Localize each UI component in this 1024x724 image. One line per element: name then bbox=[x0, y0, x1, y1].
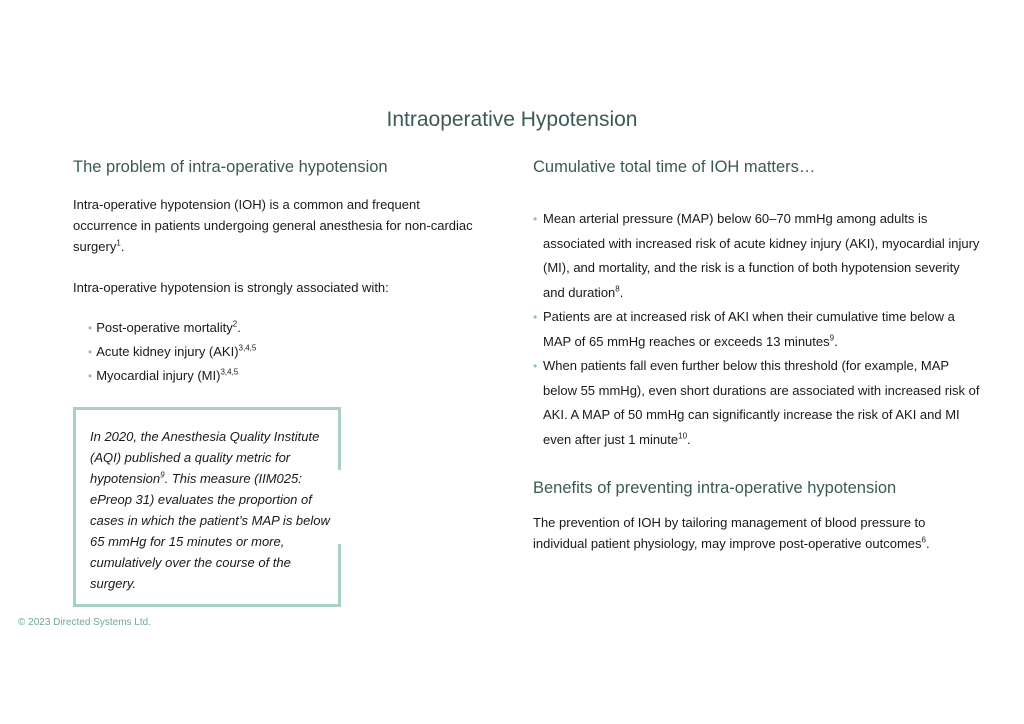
bullet-dot-icon: • bbox=[88, 345, 93, 359]
benefits-paragraph bbox=[533, 512, 983, 554]
list-item bbox=[73, 340, 473, 364]
intro-paragraph bbox=[73, 194, 473, 257]
intro-end: . bbox=[120, 239, 125, 254]
bullet-dot-icon: • bbox=[533, 212, 538, 226]
list-item-end: . bbox=[687, 431, 691, 447]
list-item bbox=[533, 354, 983, 452]
list-item bbox=[533, 207, 983, 305]
callout-text bbox=[90, 426, 330, 594]
intro-ref: 1 bbox=[116, 238, 121, 248]
list-item-ref: 3,4,5 bbox=[238, 343, 257, 353]
left-heading: The problem of intra-operative hypotension bbox=[73, 158, 388, 176]
list-item-ref: 9 bbox=[829, 333, 835, 343]
copyright-footer: © 2023 Directed Systems Ltd. bbox=[18, 617, 151, 628]
list-item-end: . bbox=[619, 284, 624, 300]
list-item-text: When patients fall even further below this threshold (for example, MAP below 55 mmHg), even short durations are associated with increased risk of AKI. A MAP of 50 mmHg can significantly increase the risk of AKI and MI even after just 1 minute bbox=[543, 358, 980, 447]
list-item-text: Post-operative mortality bbox=[96, 320, 233, 335]
list-item-text: Acute kidney injury (AKI) bbox=[96, 344, 239, 359]
bullet-dot-icon: • bbox=[88, 369, 93, 383]
ioh-findings-list bbox=[533, 207, 983, 452]
bullet-dot-icon: • bbox=[88, 321, 93, 335]
left-column bbox=[73, 158, 473, 388]
list-item-ref: 2 bbox=[232, 319, 238, 329]
intro-text: Intra-operative hypotension (IOH) is a common and frequent occurrence in patients undergoing general anesthesia for non-cardiac surgery bbox=[73, 197, 473, 254]
benefits-end: . bbox=[925, 536, 930, 551]
list-item-text: Myocardial injury (MI) bbox=[96, 368, 221, 383]
list-item-text: Patients are at increased risk of AKI when their cumulative time below a MAP of 65 mmHg reaches or exceeds 13 minutes bbox=[543, 309, 955, 349]
aqi-callout-box bbox=[73, 407, 341, 607]
benefits-text: The prevention of IOH by tailoring management of blood pressure to individual patient physiology, may improve post-operative outcomes bbox=[533, 515, 926, 551]
page-title: Intraoperative Hypotension bbox=[386, 108, 638, 131]
benefits-ref: 6 bbox=[921, 535, 926, 545]
list-item-end: . bbox=[237, 320, 241, 335]
list-item-end: . bbox=[834, 333, 838, 349]
association-paragraph: Intra-operative hypotension is strongly associated with: bbox=[73, 280, 389, 295]
callout-part1: In 2020, the Anesthesia Quality Institute (AQI) published a quality metric for hypotension bbox=[90, 429, 320, 486]
list-item-ref: 3,4,5 bbox=[220, 367, 239, 377]
callout-part2: . This measure (IIM025: ePreop 31) evaluates the proportion of cases in which the patient’s MAP is below 65 mmHg for 15 minutes or more, cumulatively over the course of the surgery. bbox=[90, 471, 330, 591]
list-item-ref: 10 bbox=[678, 431, 688, 441]
bullet-dot-icon: • bbox=[533, 359, 538, 373]
right-heading: Cumulative total time of IOH matters… bbox=[533, 158, 816, 176]
list-item bbox=[73, 364, 473, 388]
bullet-dot-icon: • bbox=[533, 310, 538, 324]
callout-ref: 9 bbox=[160, 470, 165, 480]
right-column bbox=[533, 158, 983, 554]
benefits-heading: Benefits of preventing intra-operative hypotension bbox=[533, 479, 897, 497]
list-item bbox=[533, 305, 983, 354]
list-item-ref: 8 bbox=[615, 284, 620, 294]
list-item bbox=[73, 316, 473, 340]
association-list bbox=[73, 316, 473, 388]
list-item-text: Mean arterial pressure (MAP) below 60–70 mmHg among adults is associated with increased risk of acute kidney injury (AKI), myocardial injury (MI), and mortality, and the risk is a function of both hypotension severity and duration bbox=[543, 211, 980, 300]
